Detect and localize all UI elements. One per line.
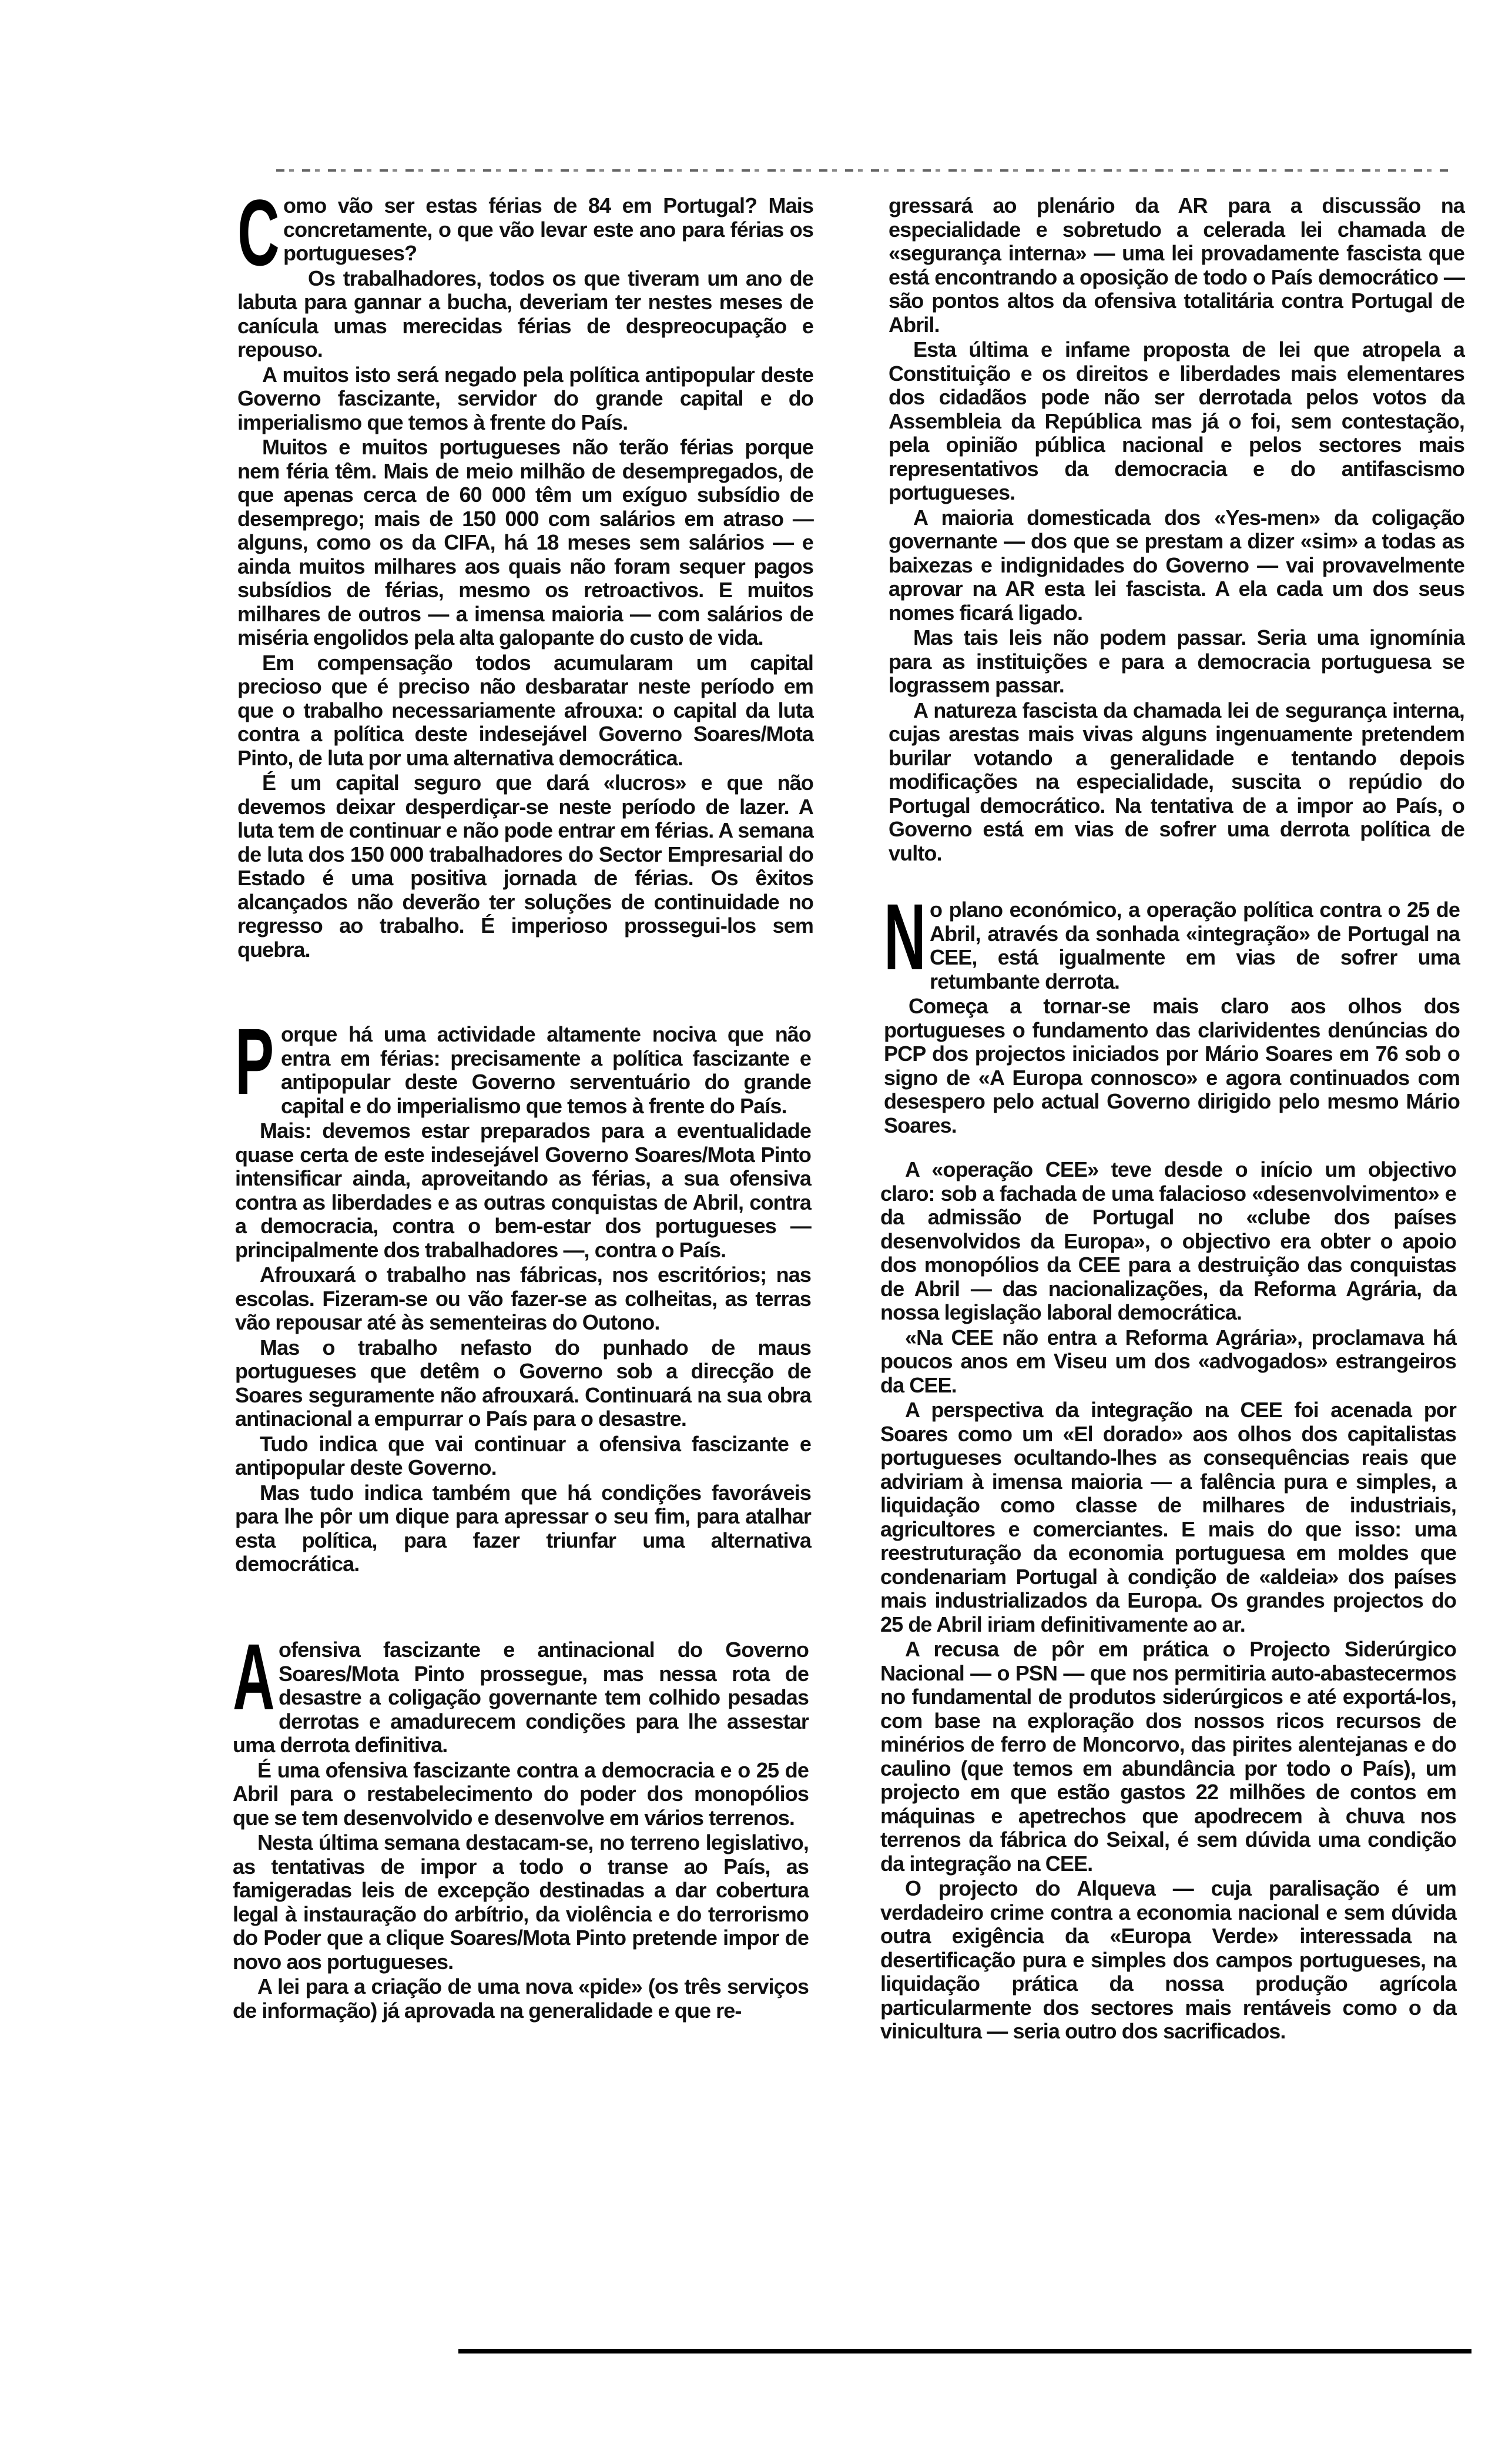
paragraph: É um capital seguro que dará «lucros» e que não devemos deixar desperdiçar-se neste período de lazer. A luta tem de continuar e não pode entrar em férias. A semana de luta dos 150 000 trabalhadores do Sector Empresarial do Estado é uma positiva jornada de férias. Os êxitos alcançados não deverão ter soluções de continuidade no regresso ao trabalho. É imperioso prossegui-los sem quebra. bbox=[237, 771, 813, 962]
paragraph: A lei para a criação de uma nova «pide» (os três serviços de informação) já aprovada na generalidade e que re- bbox=[233, 1974, 809, 2023]
paragraph: gressará ao plenário da AR para a discussão na especialidade e sobretudo a celerada lei chamada de «segurança interna» — uma lei provadamente fascista que está encontrando a oposição de todo o País democrático — são pontos altos da ofensiva totalitária contra Portugal de Abril. bbox=[889, 193, 1464, 337]
paragraph: ofensiva fascizante e antinacional do Governo Soares/Mota Pinto prossegue, mas nessa rota de desastre a coligação governante tem colhido pesadas derrotas e amadurecem condições para lhe assestar uma derrota definitiva. bbox=[233, 1638, 809, 1757]
paragraph: Mais: devemos estar preparados para a eventualidade quase certa de este indesejável Governo Soares/Mota Pinto intensificar ainda, aproveitando as férias, a sua ofensiva contra as liberdades e as outras conquistas de Abril, contra a democracia, contra o bem-estar dos portugueses — principalmente dos trabalhadores —, contra o País. bbox=[235, 1119, 811, 1262]
article-section-actividade-nociva bbox=[235, 1009, 811, 1576]
paragraph: Os trabalhadores, todos os que tiveram um ano de labuta para gannar a bucha, deveriam ter nestes meses de canícula umas merecidas férias de despreocupação e repouso. bbox=[237, 266, 813, 361]
drop-cap-letter: P bbox=[235, 1009, 274, 1114]
paragraph: Mas tais leis não podem passar. Seria uma ignomínia para as instituições e para a democracia portuguesa se lograssem passar. bbox=[889, 625, 1464, 697]
drop-cap-letter: A bbox=[233, 1624, 275, 1729]
paragraph: A maioria domesticada dos «Yes-men» da coligação governante — dos que se prestam a dizer «sim» a todas as baixezas e indignidades do Governo — vai provavelmente aprovar na AR esta lei fascista. A ela cada um dos seus nomes ficará ligado. bbox=[889, 505, 1464, 625]
paragraph: orque há uma actividade altamente nociva que não entra em férias: precisamente a política fascizante e antipopular deste Governo serventuário do grande capital e do imperialismo que temos à frente do País. bbox=[281, 1022, 811, 1118]
paragraph: Mas tudo indica também que há condições favoráveis para lhe pôr um dique para apressar o seu fim, para atalhar esta política, para fazer triunfar uma alternativa democrática. bbox=[235, 1480, 811, 1576]
paragraph: «Na CEE não entra a Reforma Agrária», proclamava há poucos anos em Viseu um dos «advogados» estrangeiros da CEE. bbox=[880, 1325, 1456, 1397]
paragraph: A muitos isto será negado pela política antipopular deste Governo fascizante, servidor do grande capital e do imperialismo que temos à frente do País. bbox=[237, 362, 813, 434]
paragraph: Muitos e muitos portugueses não terão férias porque nem féria têm. Mais de meio milhão de desempregados, de que apenas cerca de 60 000 têm um exíguo subsídio de desemprego; mais de 150 000 com salários em atraso — alguns, como os da CIFA, há 18 meses sem salários — e ainda muitos milhares aos quais não foram sequer pagos subsídios de férias, mesmo os retroactivos. E muitos milhares de outros — a imensa maioria — com salários de miséria engolidos pela alta galopante do custo de vida. bbox=[237, 435, 813, 650]
paragraph: A natureza fascista da chamada lei de segurança interna, cujas arestas mais vivas alguns ingenuamente pretendem burilar votando a generalidade e tentando depois modificações na especialidade, suscita o repúdio do Portugal democrático. Na tentativa de a impor ao País, o Governo está em vias de sofrer uma derrota política de vulto. bbox=[889, 698, 1464, 865]
paragraph: A «operação CEE» teve desde o início um objectivo claro: sob a fachada de uma falacioso «desenvolvimento» e da admissão de Portugal no «clube dos países desenvolvidos da Europa», o objectivo era obter o apoio dos monopólios da CEE para a destruição das conquistas de Abril — das nacionalizações, da Reforma Agrária, da nossa legislação laboral democrática. bbox=[880, 1157, 1456, 1324]
paragraph: O projecto do Alqueva — cuja paralisação é um verdadeiro crime contra a economia nacional e sem dúvida outra exigência da «Europa Verde» interessada na desertificação pura e simples dos campos portugueses, na liquidação prática da nossa produção agrícola particularmente dos sectores mais rentáveis como o da vinicultura — seria outro dos sacrificados. bbox=[880, 1876, 1456, 2043]
article-section-ferias bbox=[237, 180, 813, 962]
scan-noise-line bbox=[276, 169, 1452, 172]
paragraph: Nesta última semana destacam-se, no terreno legislativo, as tentativas de impor a todo o transe ao País, as famigeradas leis de excepção destinadas a dar cobertura legal à instauração do arbítrio, da violência e do terrorismo do Poder que a clique Soares/Mota Pinto pretende impor de novo aos portugueses. bbox=[233, 1830, 809, 1974]
drop-cap-letter: C bbox=[237, 180, 280, 285]
drop-cap-letter: N bbox=[884, 884, 926, 989]
drop-cap bbox=[884, 884, 926, 989]
article-section-ofensiva bbox=[233, 1624, 809, 2023]
article-section-leis-excepcao bbox=[889, 194, 1464, 865]
bottom-rule-divider bbox=[458, 2349, 1471, 2353]
article-section-plano-economico bbox=[884, 884, 1460, 1137]
paragraph: A recusa de pôr em prática o Projecto Siderúrgico Nacional — o PSN — que nos permitiria auto-abastecermos no fundamental de produtos siderúrgicos e até exportá-los, com base na exploração dos nossos ricos recursos de minérios de ferro de Moncorvo, das pirites alentejanas e do caulino (que temos em abundância por todo o País), um projecto em que estão gastos 22 milhões de contos em máquinas e apetrechos que apodrecem à chuva nos terrenos da fábrica do Seixal, é sem dúvida uma condição da integração na CEE. bbox=[880, 1637, 1456, 1876]
drop-cap bbox=[237, 180, 280, 285]
paragraph: Tudo indica que vai continuar a ofensiva fascizante e antipopular deste Governo. bbox=[235, 1431, 811, 1479]
article-section-operacao-cee bbox=[880, 1158, 1456, 2044]
drop-cap bbox=[233, 1624, 275, 1729]
paragraph: Afrouxará o trabalho nas fábricas, nos escritórios; nas escolas. Fizeram-se ou vão fazer-se as colheitas, as terras vão repousar até às sementeiras do Outono. bbox=[235, 1263, 811, 1334]
paragraph: Mas o trabalho nefasto do punhado de maus portugueses que detêm o Governo sob a direcção de Soares seguramente não afrouxará. Continuará na sua obra antinacional a empurrar o País para o desastre. bbox=[235, 1335, 811, 1431]
paragraph: É uma ofensiva fascizante contra a democracia e o 25 de Abril para o restabelecimento do poder dos monopólios que se tem desenvolvido e desenvolve em vários terrenos. bbox=[233, 1757, 809, 1830]
paragraph: Esta última e infame proposta de lei que atropela a Constituição e os direitos e liberdades mais elementares dos cidadãos pode não ser derrotada pelos votos da Assembleia da República mas já o foi, sem contestação, pela opinião pública nacional e pelos sectores mais representativos da democracia e do antifascismo portugueses. bbox=[889, 337, 1464, 504]
paragraph: Em compensação todos acumularam um capital precioso que é preciso não desbaratar neste período em que o trabalho necessariamente afrouxa: o capital da luta contra a política deste indesejável Governo Soares/Mota Pinto, de luta por uma alternativa democrática. bbox=[237, 650, 813, 770]
paragraph: A perspectiva da integração na CEE foi acenada por Soares como um «El dorado» aos olhos dos capitalistas portugueses ocultando-lhes as consequências reais que adviriam à imensa maioria — a falência pura e simples, a liquidação como classe de milhares de industriais, agricultores e comerciantes. E mais do que isso: uma reestruturação da economia portuguesa em moldes que condenariam Portugal à condição de «aldeia» dos países mais industrializados da Europa. Os grandes projectos do 25 de Abril iriam definitivamente ao ar. bbox=[880, 1398, 1456, 1636]
paragraph: omo vão ser estas férias de 84 em Portugal? Mais concretamente, o que vão levar este ano para férias os portugueses? bbox=[283, 193, 813, 265]
drop-cap bbox=[235, 1009, 274, 1114]
paragraph: Começa a tornar-se mais claro aos olhos dos portugueses o fundamento das clarividentes denúncias do PCP dos projectos iniciados por Mário Soares em 76 sob o signo de «A Europa connosco» e agora continuados com desespero pelo actual Governo dirigido pelo mesmo Mário Soares. bbox=[884, 994, 1460, 1137]
paragraph: o plano económico, a operação política contra o 25 de Abril, através da sonhada «integração» de Portugal na CEE, está igualmente em vias de sofrer uma retumbante derrota. bbox=[930, 898, 1460, 993]
